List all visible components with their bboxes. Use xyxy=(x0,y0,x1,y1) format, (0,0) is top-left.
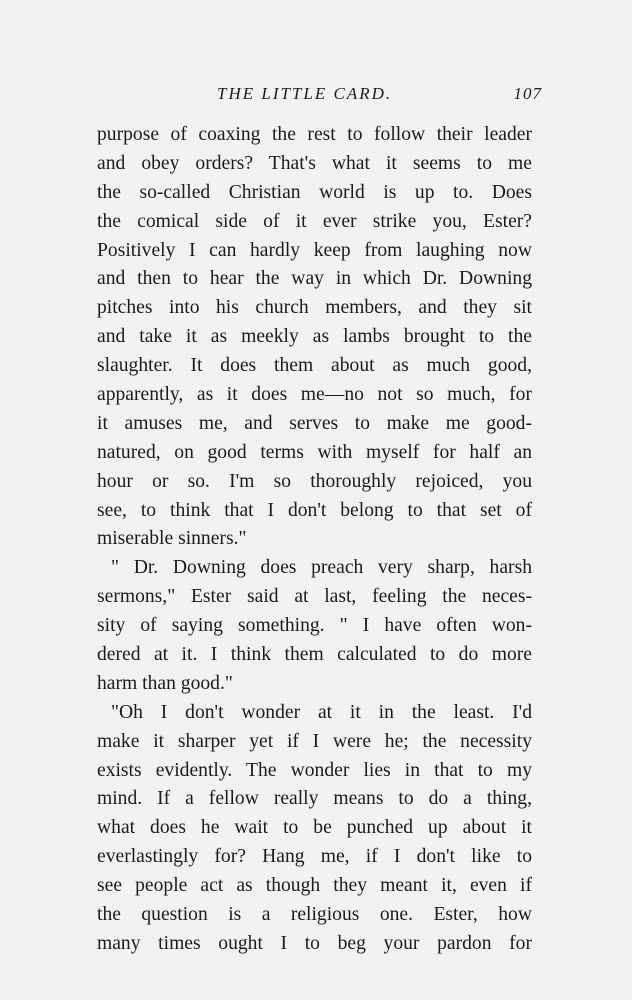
text-line: harm than good." xyxy=(97,672,233,694)
text-line: what does he wait to be punched up about it xyxy=(97,817,532,839)
text-line: hour or so. I'm so thoroughly rejoiced, you xyxy=(97,470,532,492)
text-line: exists evidently. The wonder lies in that to my xyxy=(97,759,532,781)
text-line: make it sharper yet if I were he; the necessity xyxy=(97,730,532,752)
page-header xyxy=(97,84,542,110)
text-line: slaughter. It does them about as much good, xyxy=(97,355,532,377)
text-line: and take it as meekly as lambs brought to the xyxy=(97,326,532,348)
text-line: the so-called Christian world is up to. Does xyxy=(97,181,532,203)
text-line: dered at it. I think them calculated to do more xyxy=(97,644,532,666)
text-line: see, to think that I don't belong to that set of xyxy=(97,499,532,521)
text-line: Positively I can hardly keep from laughing now xyxy=(97,239,532,261)
text-line: everlastingly for? Hang me, if I don't like to xyxy=(97,846,532,868)
text-line: pitches into his church members, and they sit xyxy=(97,297,532,319)
body-text xyxy=(97,121,532,959)
text-line: natured, on good terms with myself for half an xyxy=(97,441,532,463)
running-head: THE LITTLE CARD. xyxy=(217,84,393,103)
text-line: " Dr. Downing does preach very sharp, harsh xyxy=(111,557,532,579)
text-line: sermons," Ester said at last, feeling the neces- xyxy=(97,586,532,608)
text-line: and obey orders? That's what it seems to me xyxy=(97,152,532,174)
text-line: purpose of coaxing the rest to follow their leader xyxy=(97,124,532,145)
text-line: see people act as though they meant it, even if xyxy=(97,875,532,897)
text-line: and then to hear the way in which Dr. Downing xyxy=(97,268,532,290)
text-line: the question is a religious one. Ester, how xyxy=(97,904,532,926)
text-line: it amuses me, and serves to make me good- xyxy=(97,412,532,434)
text-line: "Oh I don't wonder at it in the least. I'd xyxy=(111,701,532,723)
text-line: many times ought I to beg your pardon for xyxy=(97,932,532,954)
text-line: mind. If a fellow really means to do a thing, xyxy=(97,788,532,810)
text-line: the comical side of it ever strike you, Ester? xyxy=(97,210,532,232)
page-number: 107 xyxy=(513,84,542,103)
text-line: sity of saying something. " I have often won- xyxy=(97,615,532,637)
text-line: apparently, as it does me—no not so much, for xyxy=(97,384,532,406)
text-line: miserable sinners." xyxy=(97,528,247,550)
